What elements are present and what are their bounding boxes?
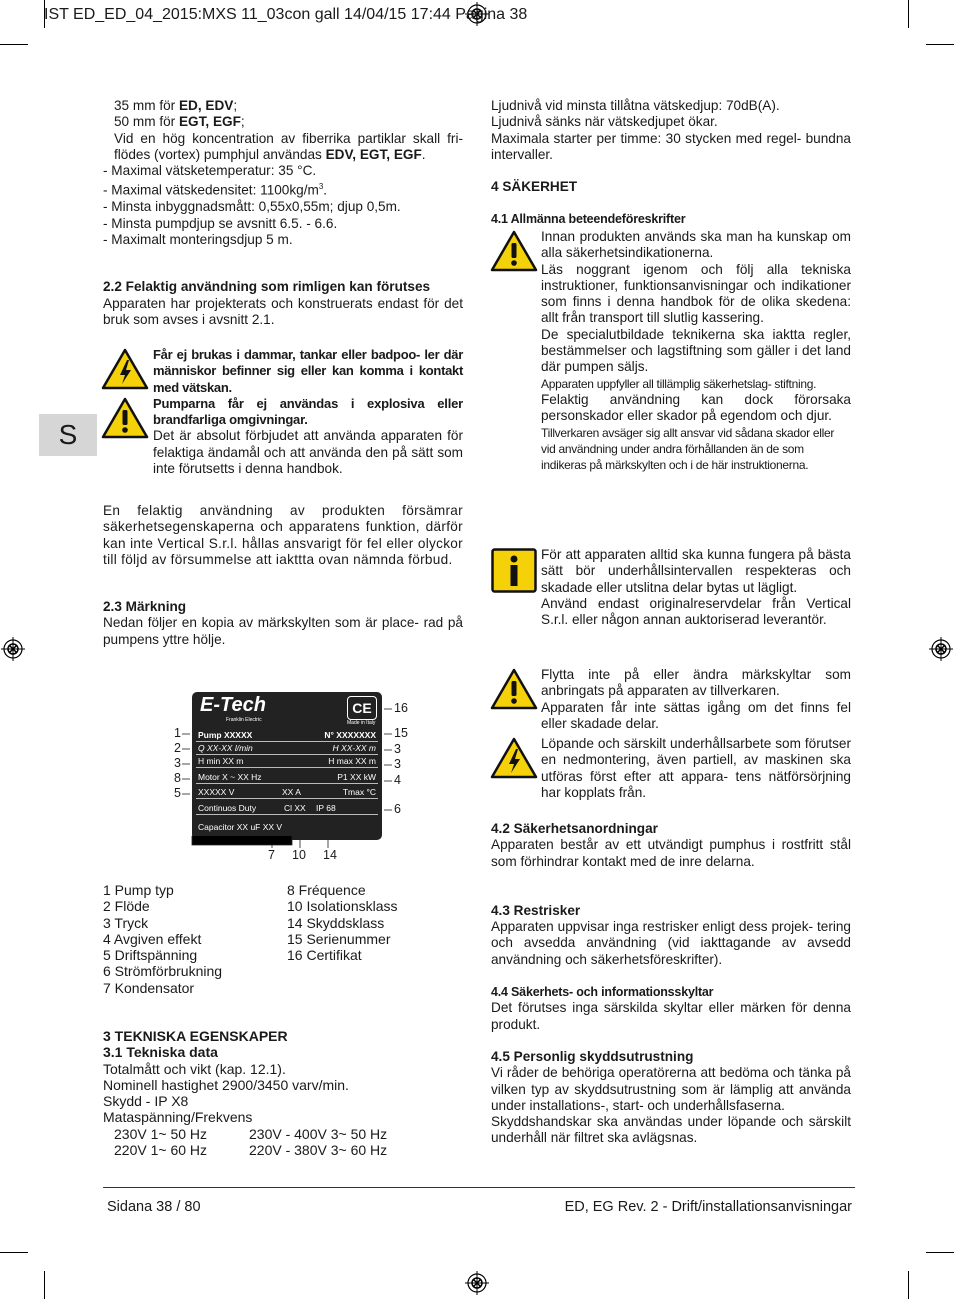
callout-14: 14: [323, 848, 337, 862]
warning-text-misuse: Det är absolut förbjudet att använda apparaten för felaktiga ändamål och att använda den på sätt som inte förutsetts i denna handbok.: [153, 428, 463, 477]
plate-power: P1 XX kW: [337, 772, 376, 782]
tech-data-line: Totalmått och vikt (kap. 12.1).: [103, 1060, 286, 1077]
plate-head: H XX-XX m: [332, 743, 376, 753]
plate-duty: Continuos Duty: [198, 803, 257, 813]
safety-text: Innan produkten används ska man ha kunskap om alla säkerhetsindikationerna.: [541, 229, 851, 261]
section-4-2-text: Apparaten består av ett utvändigt pumphus i rostfritt stål som förhindrar kontakt med de inre delarna.: [491, 837, 851, 869]
section-4-3-title: 4.3 Restrisker: [491, 902, 581, 918]
plate-hmin: H min XX m: [198, 756, 244, 766]
electric-warning-icon: [101, 348, 149, 390]
section-4-5-text: Skyddshandskar ska användas under löpande och särskilt underhåll när filtret ska avlägsnas.: [491, 1114, 851, 1146]
warning-text-bathing: Får ej brukas i dammar, tankar eller badpoo- ler där människor befinner sig eller kan komma i kontakt med vätskan.: [153, 347, 463, 395]
tech-data-line: Mataspänning/Frekvens: [103, 1109, 253, 1126]
plate-motor: Motor X ~ XX Hz: [198, 772, 262, 782]
language-tab: S: [39, 414, 97, 456]
general-warning-icon: [490, 668, 538, 710]
sub-brand: Franklin Electric: [226, 717, 262, 723]
print-slug: IST ED_ED_04_2015:MXS 11_03con gall 14/04/15 17:44 Pagina 38: [44, 6, 528, 23]
plate-flow: Q XX-XX l/min: [198, 743, 253, 753]
misuse-paragraph: En felaktig användning av produkten försämrar säkerhetsegenskaperna och apparatens funktion, därför kan inte Vertical S.r.l. hållas ansvarigt för fel eller olyckor till följd av försummelse att iakttta ovan nämnda förbud.: [103, 503, 463, 567]
legend-item: 7 Kondensator: [103, 979, 195, 996]
section-4-4-title: 4.4 Säkerhets- och informationsskyltar: [491, 985, 714, 1000]
callout-5: 5: [174, 786, 181, 800]
warning-text-maintenance: Löpande och särskilt underhållsarbete som förutser en nedmontering, även partiell, av maskinen ska utföras först efter att appara- tens nätförsörjning har kopplats från.: [541, 736, 851, 800]
section-3-title: 3 TEKNISKA EGENSKAPER: [103, 1028, 288, 1044]
noise-line: Ljudnivå sänks när vätskedjupet ökar.: [491, 114, 718, 130]
plate-insulation: Cl XX: [284, 803, 306, 813]
doc-reference: ED, EG Rev. 2 - Drift/installationsanvisningar: [564, 1199, 852, 1215]
warning-text-defects: Apparaten får inte sättas igång om det finns fel eller skadade delar.: [541, 699, 851, 731]
registration-mark-icon: [1, 637, 25, 661]
registration-mark-icon: [465, 1271, 489, 1295]
callout-2: 2: [174, 741, 181, 755]
callout-8: 8: [174, 771, 181, 785]
plate-pump: Pump XXXXX: [198, 730, 253, 740]
callout-3-right: 3: [394, 757, 401, 771]
legend-item: 15 Serienummer: [287, 930, 391, 947]
bullet: - Maximalt monteringsdjup 5 m.: [103, 231, 293, 247]
safety-text: Felaktig användning kan dock förorsaka personskador eller skador på egendom och djur.: [541, 391, 851, 424]
general-warning-icon: [490, 230, 538, 272]
safety-text: Apparaten uppfyller all tillämplig säkerhetslag- stiftning.: [541, 376, 817, 391]
ce-mark: CE: [347, 696, 377, 720]
registration-mark-icon: [929, 637, 953, 661]
callout-15: 15: [394, 726, 408, 740]
callout-leader-lines: [180, 700, 395, 850]
bullet: - Maximal vätsketemperatur: 35 °C.: [103, 163, 317, 179]
noise-line: Ljudnivå vid minsta tillåtna vätskedjup: 70dB(A).: [491, 98, 780, 113]
safety-text: Tillverkaren avsäger sig allt ansvar vid sådana skador eller vid användning under andra förhållanden än de som indikeras på märkskylten och i de här instruktionerna.: [541, 425, 835, 473]
tech-data-line: Skydd - IP X8: [103, 1093, 189, 1110]
callout-1: 1: [174, 726, 181, 740]
warning-text-explosive: Pumparna får ej användas i explosiva eller brandfarliga omgivningar.: [153, 395, 463, 428]
electric-warning-icon: [490, 737, 538, 779]
brand-logo: E-Tech: [200, 694, 266, 716]
legend-item: 8 Fréquence: [287, 882, 366, 898]
plate-ip: IP 68: [316, 803, 336, 813]
info-icon: [491, 548, 537, 593]
legend-item: 1 Pump typ: [103, 882, 174, 898]
section-3-1-title: 3.1 Tekniska data: [103, 1044, 218, 1061]
callout-3-right: 3: [394, 742, 401, 756]
voltage-cell: 230V 1~ 50 Hz: [114, 1125, 208, 1142]
section-2-2-title: 2.2 Felaktig användning som rimligen kan förutses: [103, 279, 431, 295]
callout-4: 4: [394, 773, 401, 787]
legend-item: 14 Skyddsklass: [287, 914, 385, 931]
legend-item: 16 Certifikat: [287, 947, 362, 964]
voltage-table: [103, 1126, 463, 1159]
vortex-text: Vid en hög koncentration av fiberrika partiklar skall fri- flödes (vortex) pumphjul användas EDV, EGT, EGF.: [114, 130, 463, 162]
legend-item: 5 Driftspänning: [103, 947, 198, 964]
voltage-cell: 220V - 380V 3~ 60 Hz: [249, 1141, 388, 1158]
left-column: [103, 98, 463, 328]
section-4-1-title: 4.1 Allmänna beteendeföreskrifter: [491, 212, 686, 227]
footer-divider: [103, 1187, 855, 1188]
callout-16: 16: [394, 701, 408, 715]
safety-text: De specialutbildade teknikerna ska iaktta regler, bestämmelser och lagstiftning som gäller i det land där pumpen säljs.: [541, 326, 851, 375]
intro-line: 50 mm för EGT, EGF;: [114, 114, 245, 130]
starts-text: Maximala starter per timme: 30 stycken med regel- bundna intervaller.: [491, 130, 851, 162]
legend-item: 3 Tryck: [103, 914, 149, 931]
section-4-3-text: Apparaten uppvisar inga restrisker enligt dess projek- tering och avsedda användning (vid iakttagande av avsedd användning och säkerhetsföreskrifter).: [491, 919, 851, 967]
info-text: För att apparaten alltid ska kunna fungera på bästa sätt bör underhållsintervallen respekteras och skadade eller utslitna delar bytas ut lägligt.: [541, 547, 851, 595]
intro-line: 35 mm för ED, EDV;: [114, 98, 238, 113]
section-4-5-text: Vi råder de behöriga operatörerna att bedöma och tänka på vilken typ av skyddsutrustning som är lämplig att använda under installations-, start- och underhållsfaserna.: [491, 1065, 851, 1113]
callout-3: 3: [174, 756, 181, 770]
warning-text-labels: Flytta inte på eller ändra märkskyltar som anbringats på apparaten av tillverkaren.: [541, 667, 851, 699]
plate-capacitor: Capacitor XX uF XX V: [198, 822, 283, 832]
plate-voltage: XXXXX V: [198, 787, 235, 797]
section-4-4-text: Det förutses inga särskilda skyltar eller märken för denna produkt.: [491, 1000, 851, 1032]
page-number: Sidana 38 / 80: [107, 1199, 201, 1215]
made-in: Made in Italy: [347, 720, 376, 726]
callout-10: 10: [292, 848, 306, 862]
plate-hmax: H max XX m: [328, 756, 376, 766]
section-2-2-text: Apparaten har projekterats och konstruerats endast för det bruk som avses i avsnitt 2.1.: [103, 295, 463, 327]
legend-item: 2 Flöde: [103, 898, 150, 915]
section-4-5-title: 4.5 Personlig skyddsutrustning: [491, 1048, 694, 1064]
voltage-cell: 220V 1~ 60 Hz: [114, 1141, 208, 1158]
tech-data-line: Nominell hastighet 2900/3450 varv/min.: [103, 1076, 349, 1093]
plate-serial: N° XXXXXXX: [324, 730, 376, 740]
bullet: - Maximal vätskedensitet: $1100kg/m^3$.: [103, 182, 328, 199]
section-2-3-title: 2.3 Märkning: [103, 599, 187, 615]
voltage-cell: 230V - 400V 3~ 50 Hz: [249, 1125, 388, 1142]
legend-item: 4 Avgiven effekt: [103, 930, 202, 947]
section-4-title: 4 SÄKERHET: [491, 179, 578, 195]
safety-text: Läs noggrant igenom och följ alla tekniska instruktioner, funktionsanvisningar och indikationer som finns i denna handbok för de olika skedena: allt från transport till slutlig kassering.: [541, 261, 851, 326]
general-warning-icon: [101, 397, 149, 439]
section-4-2-title: 4.2 Säkerhetsanordningar: [491, 821, 658, 836]
bullet: - Minsta pumpdjup se avsnitt 6.5. - 6.6.: [103, 215, 338, 231]
plate-tmax: Tmax °C: [342, 787, 376, 797]
legend-item: 10 Isolationsklass: [287, 898, 398, 915]
bullet: - Minsta inbyggnadsmått: 0,55x0,55m; djup 0,5m.: [103, 199, 401, 215]
legend-item: 6 Strömförbrukning: [103, 963, 223, 980]
callout-6: 6: [394, 802, 401, 816]
info-text: Använd endast originalreservdelar från Vertical S.r.l. eller någon annan auktoriserad leverantör.: [541, 595, 851, 628]
callout-7: 7: [268, 848, 275, 862]
section-2-3-text: Nedan följer en kopia av märkskylten som är place- rad på pumpens yttre hölje.: [103, 615, 463, 647]
plate-current: XX A: [282, 787, 301, 797]
